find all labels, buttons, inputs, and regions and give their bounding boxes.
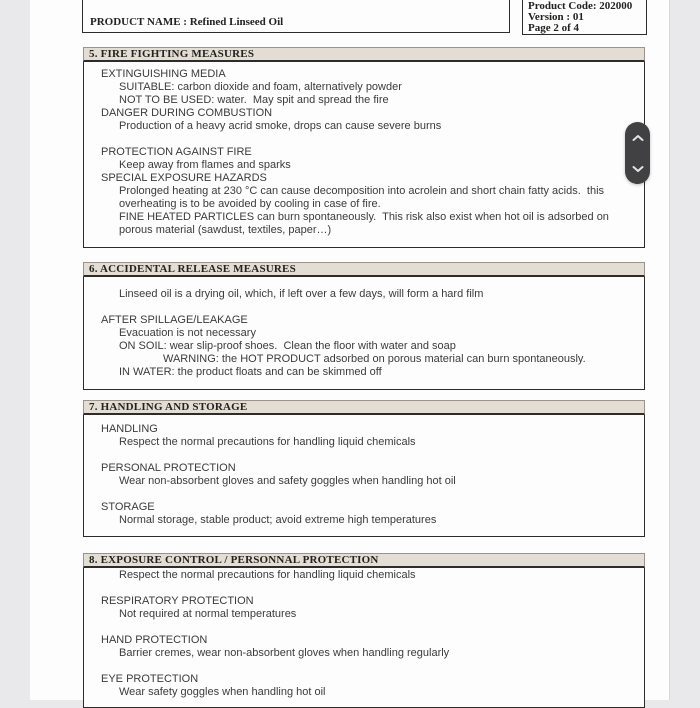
document-page (30, 0, 670, 700)
text-line: STORAGE (101, 501, 155, 513)
blank-line (84, 301, 644, 314)
product-name-box (82, 0, 510, 33)
text-line: HANDLING (101, 423, 158, 435)
section-header-bar (83, 262, 645, 277)
sds-section (83, 553, 645, 708)
section-header-bar (83, 553, 645, 568)
section-content-box (83, 415, 645, 537)
text-line: Production of a heavy acrid smoke, drops can cause severe burns (119, 120, 442, 132)
product-code-text: Product Code: 202000 (528, 0, 633, 12)
text-line: AFTER SPILLAGE/LEAKAGE (101, 314, 248, 326)
text-line: EYE PROTECTION (101, 673, 199, 685)
sds-section (83, 47, 645, 248)
text-line: porous material (sawdust, textiles, paper…) (119, 224, 332, 236)
text-line: overheating is to be avoided by cooling in case of fire. (119, 198, 381, 210)
text-line: Wear safety goggles when handling hot oil (119, 686, 326, 698)
blank-line (84, 133, 644, 146)
text-line: PERSONAL PROTECTION (101, 462, 236, 474)
text-line: Normal storage, stable product; avoid extreme high temperatures (119, 514, 437, 526)
sds-section (83, 400, 645, 537)
document-header (30, 0, 669, 33)
text-line: DANGER DURING COMBUSTION (101, 107, 273, 119)
blank-line (84, 449, 644, 462)
text-line: Respect the normal precautions for handling liquid chemicals (119, 569, 416, 581)
section-title: 6. ACCIDENTAL RELEASE MEASURES (89, 263, 296, 275)
sds-section (83, 262, 645, 390)
text-line: Wear non-absorbent gloves and safety goggles when handling hot oil (119, 475, 456, 487)
sections-container (30, 47, 669, 708)
text-line: PROTECTION AGAINST FIRE (101, 146, 252, 158)
text-line: SUITABLE: carbon dioxide and foam, alternatively powder (119, 81, 402, 93)
section-header-bar (83, 400, 645, 415)
text-line: Not required at normal temperatures (119, 608, 297, 620)
scroll-down-button[interactable] (625, 153, 650, 184)
text-line: Evacuation is not necessary (119, 327, 256, 339)
text-line: FINE HEATED PARTICLES can burn spontaneously. This risk also exist when hot oil is adsorbed on (119, 211, 609, 223)
document-info-box (522, 0, 647, 35)
section-title: 8. EXPOSURE CONTROL / PERSONNAL PROTECTION (89, 554, 379, 566)
blank-line (84, 660, 644, 673)
blank-line (84, 488, 644, 501)
section-header-bar (83, 47, 645, 62)
version-text: Version : 01 (528, 10, 584, 23)
text-line: Respect the normal precautions for handling liquid chemicals (119, 436, 416, 448)
section-title: 7. HANDLING AND STORAGE (89, 401, 248, 413)
text-line: Prolonged heating at 230 °C can cause decomposition into acrolein and short chain fatty acids. this (119, 185, 605, 197)
scroll-widget (625, 122, 650, 184)
text-line: NOT TO BE USED: water. May spit and spread the fire (119, 94, 389, 106)
scroll-up-button[interactable] (625, 122, 650, 153)
text-line: EXTINGUISHING MEDIA (101, 68, 226, 80)
text-line: RESPIRATORY PROTECTION (101, 595, 254, 607)
text-line: Linseed oil is a drying oil, which, if left over a few days, will form a hard film (119, 288, 484, 300)
text-line: HAND PROTECTION (101, 634, 208, 646)
blank-line (84, 582, 644, 595)
text-line: IN WATER: the product floats and can be skimmed off (119, 366, 382, 378)
blank-line (84, 621, 644, 634)
text-line: ON SOIL: wear slip-proof shoes. Clean the floor with water and soap (119, 340, 456, 352)
text-line: WARNING: the HOT PRODUCT adsorbed on porous material can burn spontaneously. (163, 353, 586, 365)
section-content-box (83, 568, 645, 708)
chevron-down-icon (632, 165, 644, 173)
text-line: Keep away from flames and sparks (119, 159, 291, 171)
text-line: Barrier cremes, wear non-absorbent gloves when handling regularly (119, 647, 450, 659)
section-title: 5. FIRE FIGHTING MEASURES (89, 48, 255, 60)
chevron-up-icon (632, 134, 644, 142)
product-name-text: PRODUCT NAME : Refined Linseed Oil (90, 16, 284, 28)
text-line: SPECIAL EXPOSURE HAZARDS (101, 172, 267, 184)
section-content-box (83, 277, 645, 390)
section-content-box (83, 62, 645, 248)
page-indicator-text: Page 2 of 4 (528, 21, 580, 34)
